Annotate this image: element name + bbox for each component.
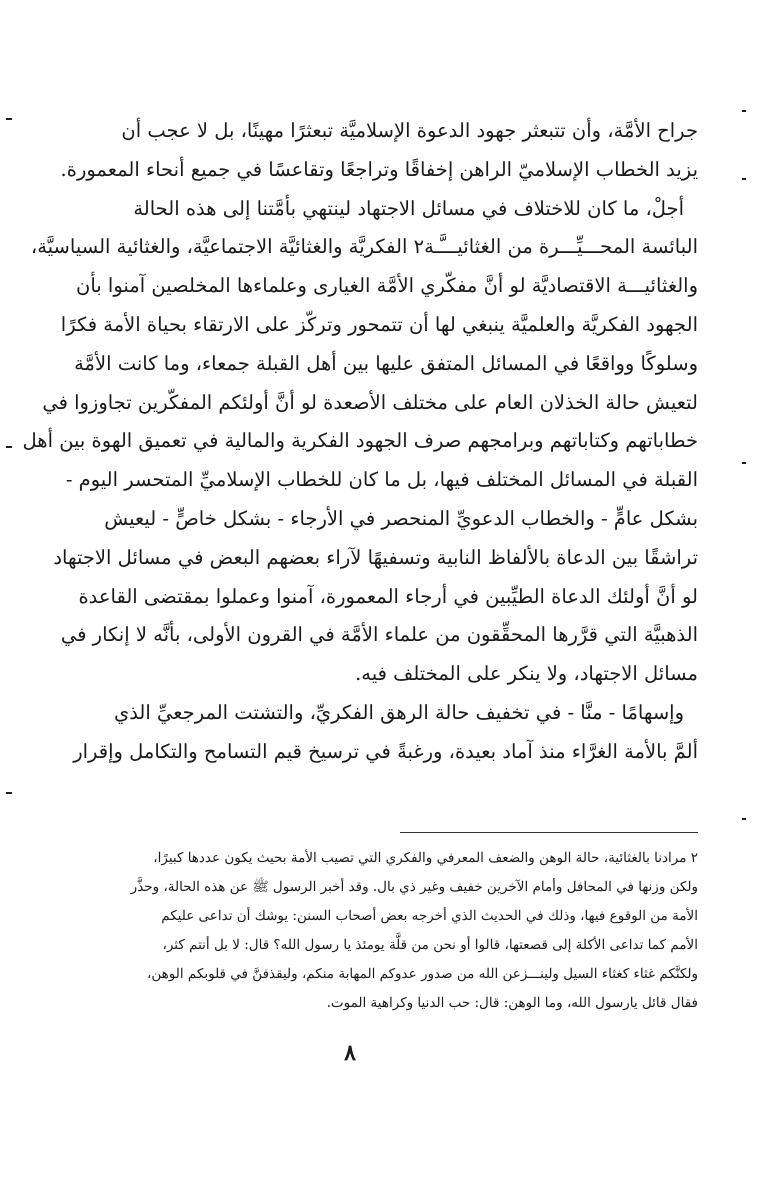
footnote-line: ولكن وزنها في المحافل وأمام الآخرين خفيف وغير ذي بال. وقد أخبر الرسول ﷺ عن هذه الحالة، وحذَّر — [130, 879, 698, 895]
body-line: ألمَّ بالأمة الغرَّاء منذ آماد بعيدة، ورغبةً في ترسيخ قيم التسامح والتكامل وإقرار — [73, 739, 698, 763]
body-line: وسلوكًا وواقعًا في المسائل المتفق عليها بين أهل القبلة جمعاء، وما كانت الأمَّة — [74, 351, 698, 375]
margin-mark — [742, 178, 746, 180]
body-line: البائسة المحـــيِّـــرة من الغثائيـــَّـة٢ الفكريَّة والغثائيَّة الاجتماعيَّة، والغثائية السياسيَّة، — [30, 235, 698, 259]
body-line: القبلة في المسائل المختلف فيها، بل ما كان للخطاب الإسلاميِّ المتحسر اليوم - — [65, 468, 698, 492]
footnote-line: ٢ مرادنا بالغثائية، حالة الوهن والضعف المعرفي والفكري التي تصيب الأمة بحيث يكون عددها كبيرًا، — [153, 850, 698, 866]
margin-mark — [742, 462, 746, 464]
margin-mark — [742, 818, 746, 820]
body-line: جراح الأمَّة، وأن تتبعثر جهود الدعوة الإسلاميَّة تبعثرًا مهينًا، بل لا عجب أن — [121, 119, 698, 142]
margin-mark — [742, 110, 746, 112]
body-line: خطاباتهم وكتاباتهم وبرامجهم صرف الجهود الفكرية والمالية في تعميق الهوة بين أهل — [22, 429, 698, 453]
margin-mark — [6, 118, 12, 120]
body-line: أجلْ، ما كان للاختلاف في مسائل الاجتهاد لينتهي بأمَّتنا إلى هذه الحالة — [133, 196, 684, 220]
body-line: بشكل عامٍّ - والخطاب الدعويِّ المنحصر في الأرجاء - بشكل خاصٍّ - ليعيش — [104, 506, 698, 530]
footnote-line: ولكنَّكم غثاء كغثاء السيل ولينـــزعن الله من صدور عدوكم المهابة منكم، وليقذفنَّ في قلوبكم الوهن، — [147, 966, 698, 982]
footnote-line: الأمم كما تداعى الأكلة إلى قصعتها، قالوا أو نحن من قلَّة يومئذ يا رسول الله؟ قال: لا بل أنتم كثر، — [162, 937, 698, 953]
margin-mark — [6, 446, 12, 448]
body-line: لتعيش حالة الخذلان العام على مختلف الأصعدة لو أنَّ أولئكم المفكّرين تجاوزوا في — [42, 390, 698, 414]
body-line: الجهود الفكريَّة والعلميَّة ينبغي لها أن تتمحور وتركّز على الارتقاء بحياة الأمة فكرًا — [60, 312, 698, 336]
footnote-separator — [400, 832, 698, 833]
body-line: وإسهامًا - منَّا - في تخفيف حالة الرهق الفكريِّ، والتشتت المرجعيِّ الذي — [113, 700, 684, 724]
body-line: مسائل الاجتهاد، ولا ينكر على المختلف فيه. — [355, 662, 698, 686]
page-number: ٨ — [344, 1040, 356, 1066]
footnote-line: فقال قائل يارسول الله، وما الوهن: قال: حب الدنيا وكراهية الموت. — [326, 995, 698, 1011]
body-line: يزيد الخطاب الإسلاميّ الراهن إخفاقًا وتراجعًا وتقاعسًا في جميع أنحاء المعمورة. — [60, 157, 698, 181]
margin-mark — [6, 792, 12, 794]
footnote-line: الأمة من الوقوع فيها، وذلك في الحديث الذي أخرجه بعض أصحاب السنن: يوشك أن تداعى عليكم — [161, 908, 698, 924]
body-line: الذهبيَّة التي قرَّرها المحقِّقون من علماء الأمَّة في القرون الأولى، بأنَّه لا إنكار في — [60, 623, 698, 647]
body-line: تراشقًا بين الدعاة بالألفاظ النابية وتسفيهًا لآراء بعضهم البعض في مسائل الاجتهاد — [53, 545, 698, 569]
footnotes — [84, 844, 698, 1018]
body-line: لو أنَّ أولئك الدعاة الطيِّبين في أرجاء المعمورة، آمنوا وعملوا بمقتضى القاعدة — [78, 584, 698, 608]
main-body-text — [22, 112, 698, 772]
body-line: والغثائيـــة الاقتصاديَّة لو أنَّ مفكّري الأمَّة الغيارى وعلماءها المخلصين آمنوا بأن — [76, 274, 698, 298]
